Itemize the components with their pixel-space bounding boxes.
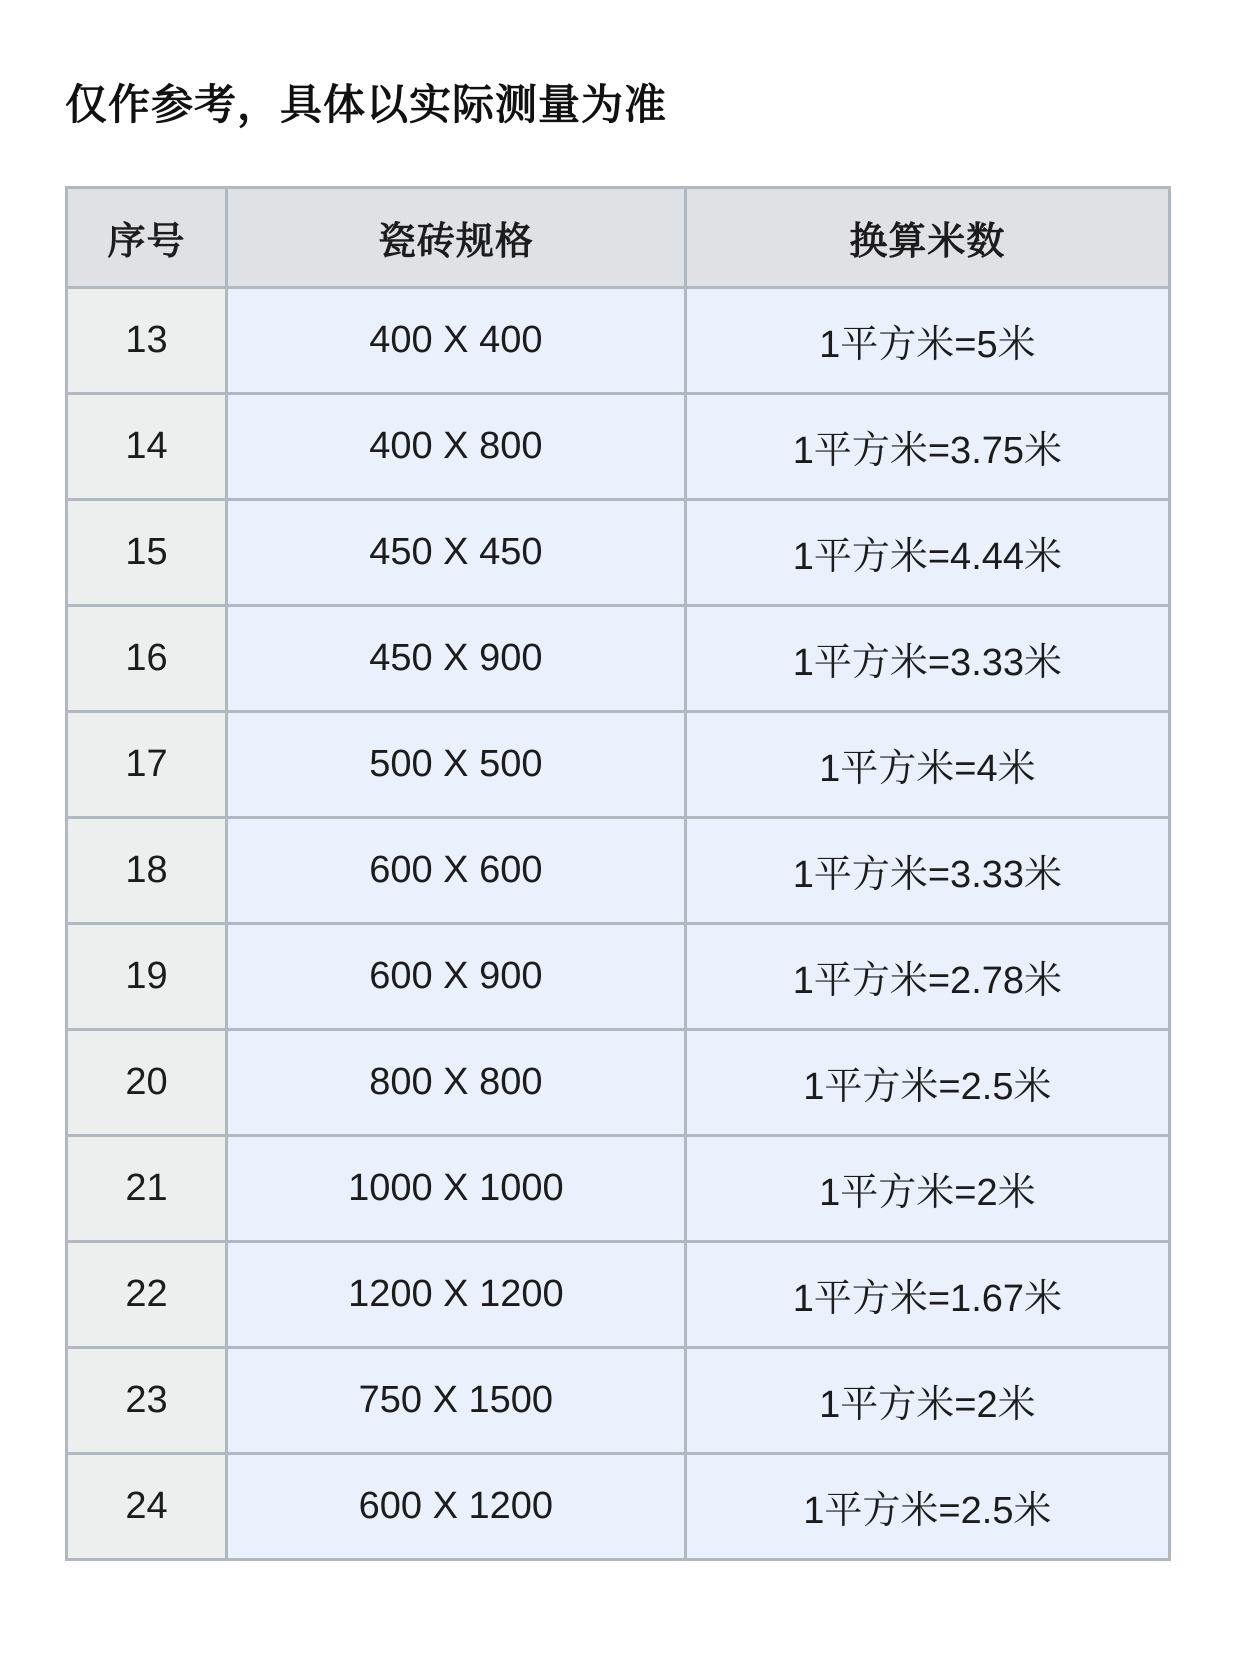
- conversion-cell: 1平方米=3.75米: [685, 394, 1169, 500]
- row-index-cell: 16: [67, 606, 227, 712]
- table-row: [67, 712, 1170, 818]
- row-index-cell: 13: [67, 288, 227, 394]
- conversion-cell: 1平方米=5米: [685, 288, 1169, 394]
- header-index: 序号: [67, 188, 227, 288]
- header-spec: 瓷砖规格: [226, 188, 685, 288]
- spec-cell: 400 X 800: [226, 394, 685, 500]
- conversion-cell: 1平方米=2.5米: [685, 1454, 1169, 1560]
- conversion-cell: 1平方米=3.33米: [685, 818, 1169, 924]
- spec-cell: 1000 X 1000: [226, 1136, 685, 1242]
- conversion-cell: 1平方米=2.5米: [685, 1030, 1169, 1136]
- spec-cell: 400 X 400: [226, 288, 685, 394]
- row-index-cell: 22: [67, 1242, 227, 1348]
- spec-cell: 600 X 900: [226, 924, 685, 1030]
- spec-cell: 750 X 1500: [226, 1348, 685, 1454]
- table-body: [67, 288, 1170, 1560]
- table-row: [67, 394, 1170, 500]
- table-row: [67, 818, 1170, 924]
- row-index-cell: 24: [67, 1454, 227, 1560]
- spec-cell: 600 X 600: [226, 818, 685, 924]
- conversion-cell: 1平方米=2.78米: [685, 924, 1169, 1030]
- spec-cell: 500 X 500: [226, 712, 685, 818]
- conversion-cell: 1平方米=2米: [685, 1136, 1169, 1242]
- row-index-cell: 18: [67, 818, 227, 924]
- page-title: 仅作参考，具体以实际测量为准: [65, 81, 668, 128]
- row-index-cell: 21: [67, 1136, 227, 1242]
- spec-cell: 450 X 900: [226, 606, 685, 712]
- tile-conversion-table: [65, 186, 1171, 1561]
- table-row: [67, 924, 1170, 1030]
- table-row: [67, 1348, 1170, 1454]
- table-header: [67, 188, 1170, 288]
- table-row: [67, 1136, 1170, 1242]
- table-row: [67, 1454, 1170, 1560]
- spec-cell: 450 X 450: [226, 500, 685, 606]
- row-index-cell: 15: [67, 500, 227, 606]
- table-row: [67, 1242, 1170, 1348]
- table-row: [67, 500, 1170, 606]
- conversion-cell: 1平方米=1.67米: [685, 1242, 1169, 1348]
- spec-cell: 800 X 800: [226, 1030, 685, 1136]
- row-index-cell: 19: [67, 924, 227, 1030]
- row-index-cell: 14: [67, 394, 227, 500]
- row-index-cell: 23: [67, 1348, 227, 1454]
- conversion-cell: 1平方米=4.44米: [685, 500, 1169, 606]
- header-row: [67, 188, 1170, 288]
- conversion-cell: 1平方米=3.33米: [685, 606, 1169, 712]
- table-row: [67, 288, 1170, 394]
- conversion-cell: 1平方米=4米: [685, 712, 1169, 818]
- row-index-cell: 20: [67, 1030, 227, 1136]
- spec-cell: 1200 X 1200: [226, 1242, 685, 1348]
- table-row: [67, 606, 1170, 712]
- row-index-cell: 17: [67, 712, 227, 818]
- table-row: [67, 1030, 1170, 1136]
- spec-cell: 600 X 1200: [226, 1454, 685, 1560]
- header-conversion: 换算米数: [685, 188, 1169, 288]
- conversion-cell: 1平方米=2米: [685, 1348, 1169, 1454]
